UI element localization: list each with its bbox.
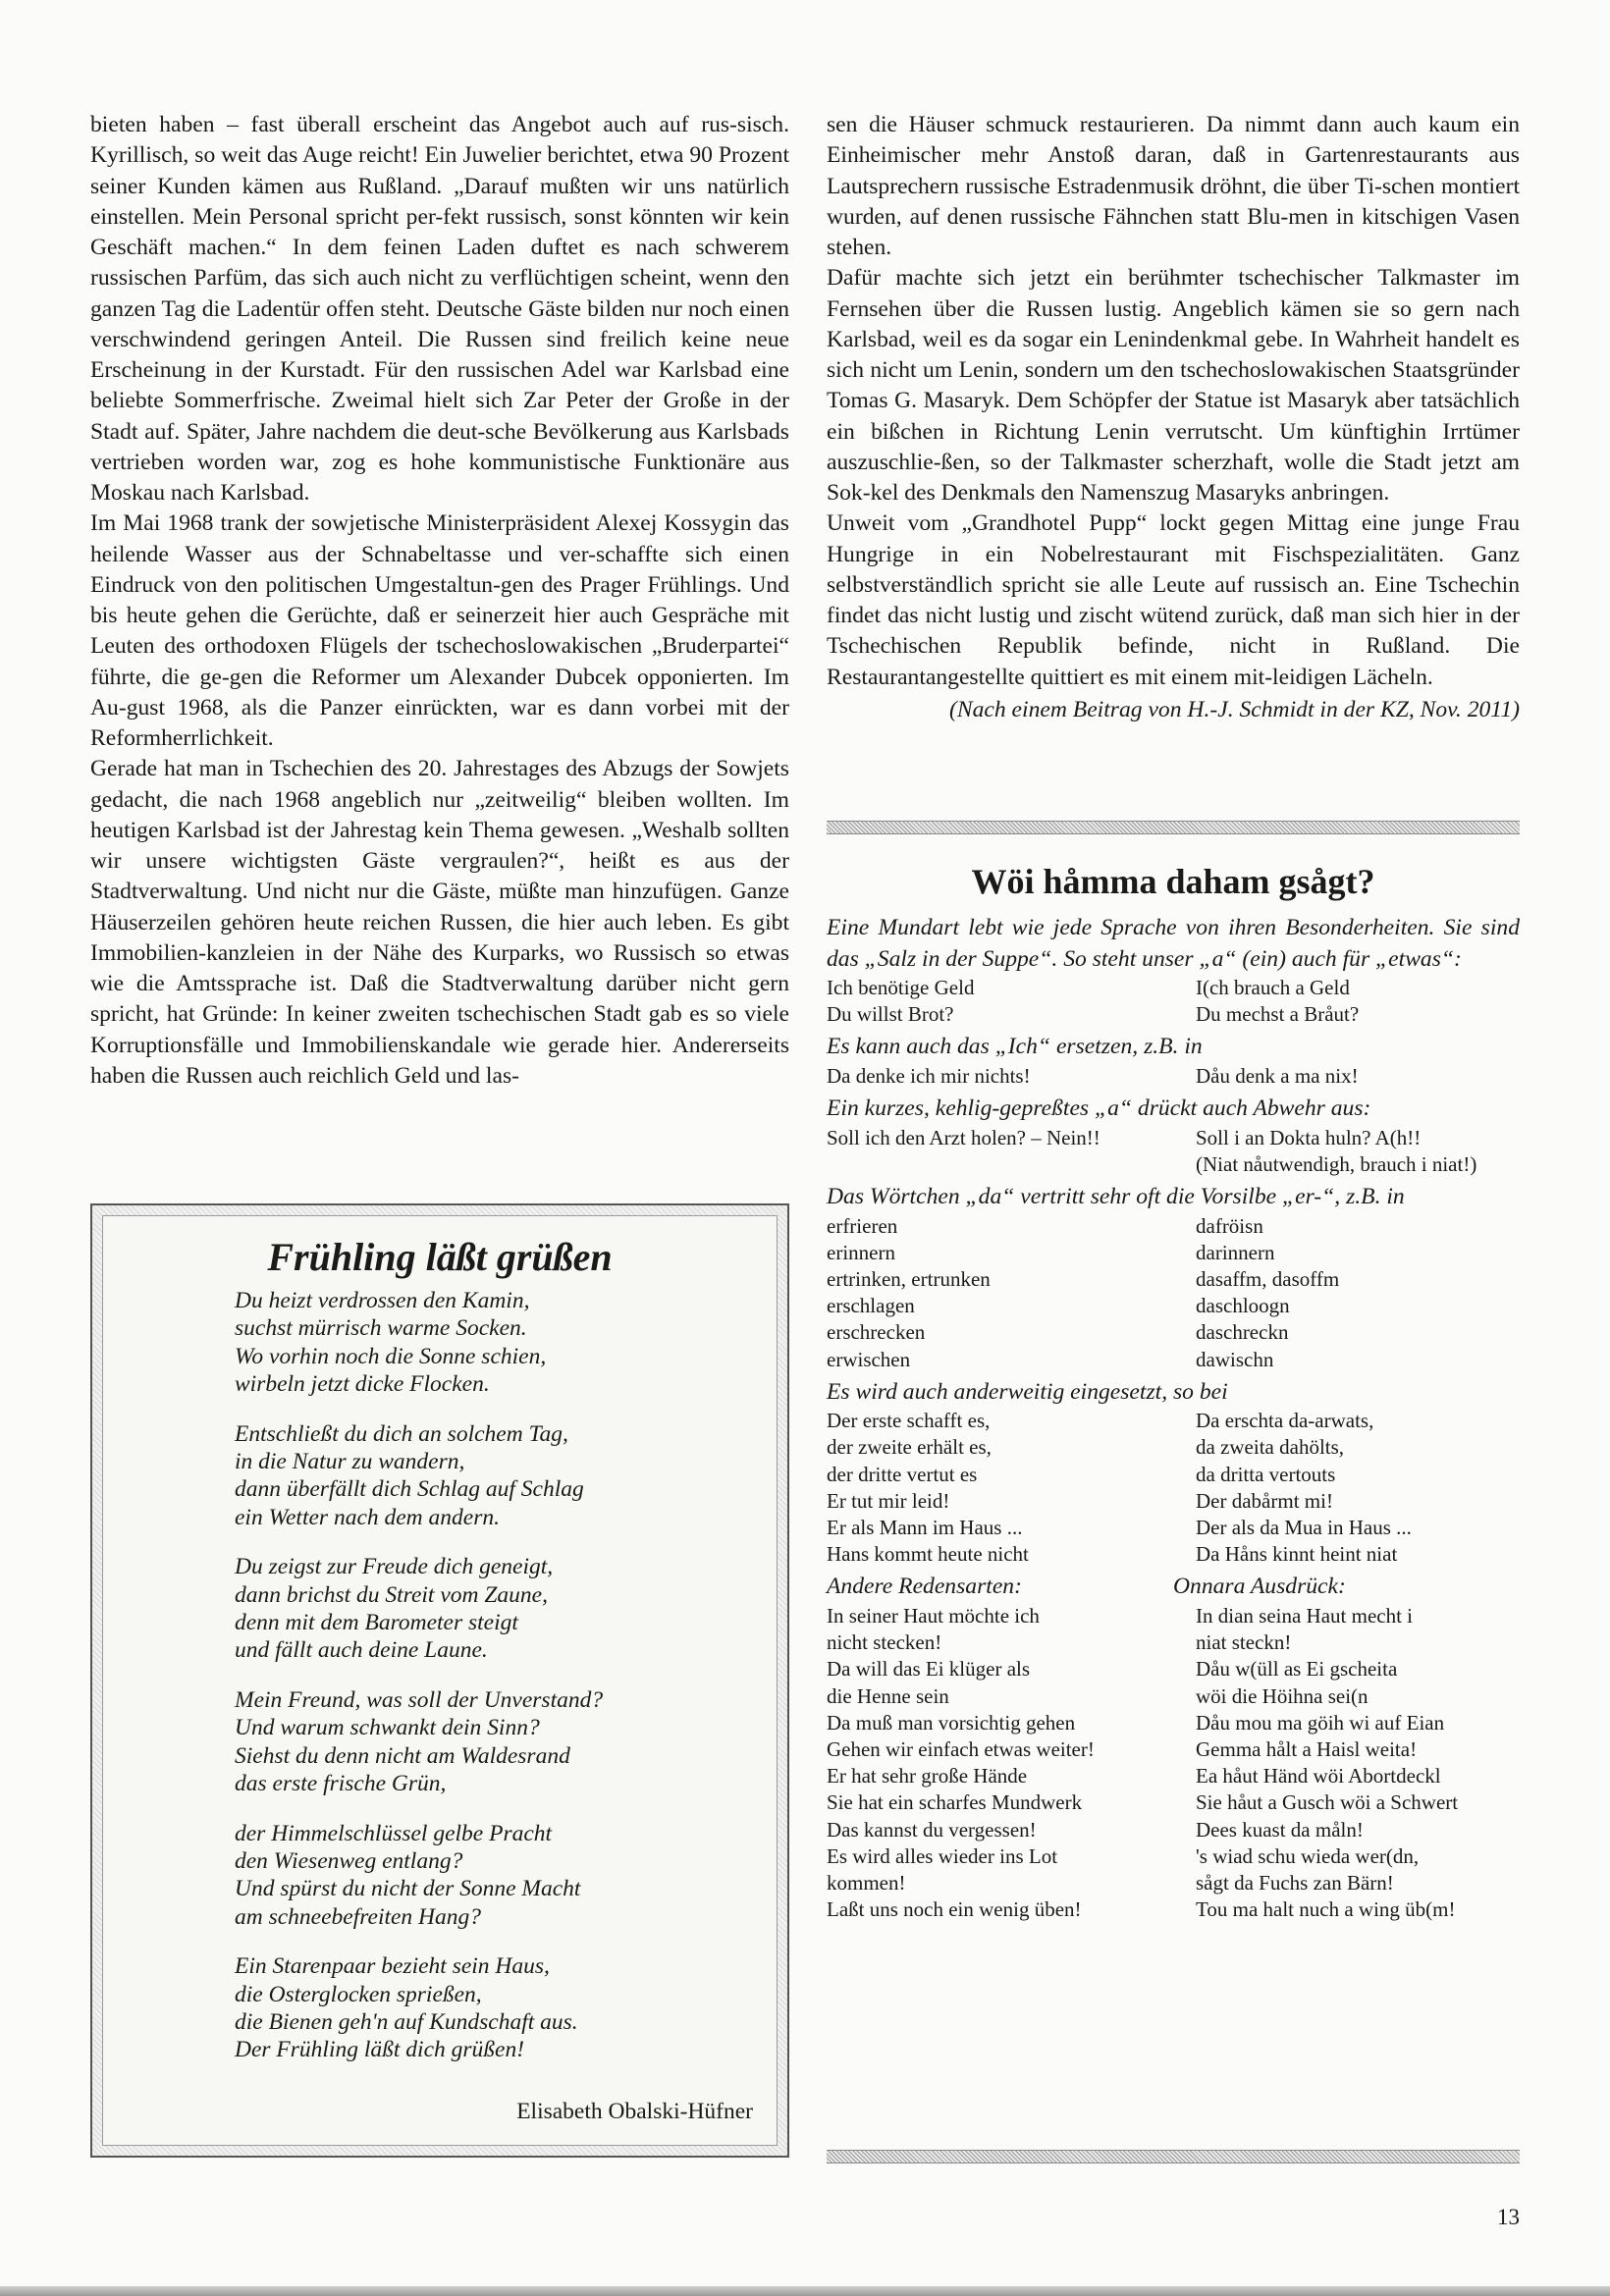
standard-german-text: Sie hat ein scharfes Mundwerk	[827, 1790, 1083, 1815]
dialect-text: 's wiad schu wieda wer(dn,	[1196, 1843, 1420, 1868]
poem-line: die Bienen geh'n auf Kundschaft aus.	[235, 2008, 578, 2035]
poem-line: Und spürst du nicht der Sonne Macht	[235, 1876, 581, 1902]
standard-german-text	[827, 1151, 1196, 1178]
dialect-row	[827, 1434, 1520, 1461]
article-right-column	[827, 110, 1520, 725]
dialect-text: I(ch brauch a Geld	[1196, 976, 1350, 999]
dialect-row	[827, 1347, 1520, 1373]
dialect-text: (Niat nåutwendigh, brauch i niat!)	[1196, 1151, 1477, 1176]
poem-line: Und warum schwankt dein Sinn?	[235, 1715, 540, 1741]
poem-line: in die Natur zu wandern,	[235, 1449, 465, 1475]
standard-german-text: erschrecken	[827, 1320, 926, 1345]
dialect-text: Dåu mou ma göih wi auf Eian	[1196, 1710, 1445, 1735]
standard-german-text: ertrinken, ertrunken	[827, 1266, 991, 1291]
dialect-text: Sie håut a Gusch wöi a Schwert	[1196, 1790, 1459, 1815]
article-paragraph: Gerade hat man in Tschechien des 20. Jahrestages des Abzugs der Sowjets gedacht, die nach 1968 angeblich nur „zeitweilig“ bleiben wollten. Im heutigen Karlsbad ist der Jahrestag kein Thema gewesen. „Weshalb sollten wir unsere wichtigsten Gäste vergraulen?“, heißt es aus der Stadtverwaltung. Und nicht nur die Gäste, müßte man hinzufügen. Ganze Häuserzeilen gehören heute reichen Russen, die hier auch leben. Es gibt Immobilien-kanzleien in der Nähe des Kurparks, wo Russisch so etwas wie die Amtssprache ist. Daß die Stadtverwaltung darüber nicht gern spricht, hat Gründe: In keiner zweiten tschechischen Stadt gab es so viele Korruptionsfälle und Immobilienskandale wie gerade hier. Andererseits haben die Russen auch reichlich Geld und las-	[90, 756, 789, 1089]
standard-german-text: erschlagen	[827, 1294, 915, 1318]
dialect-row	[827, 1266, 1520, 1293]
poem-line: dann brichst du Streit vom Zaune,	[235, 1581, 548, 1608]
dialect-heading: Es kann auch das „Ich“ ersetzen, z.B. in	[827, 1034, 1203, 1060]
dialect-text: da zweita dahölts,	[1196, 1435, 1345, 1460]
standard-german-text: Ich benötige Geld	[827, 976, 975, 999]
poem-line: Du heizt verdrossen den Kamin,	[235, 1288, 530, 1313]
dialect-text: Der dabårmt mi!	[1196, 1488, 1333, 1513]
section-divider	[827, 2150, 1520, 2163]
dialect-table	[827, 1125, 1520, 1178]
dialect-text: Dåu denk a ma nix!	[1196, 1063, 1359, 1088]
dialect-row	[827, 1656, 1520, 1682]
standard-german-text: Laßt uns noch ein wenig üben!	[827, 1897, 1082, 1922]
poem-title: Frühling läßt grüßen	[267, 1235, 613, 1279]
standard-german-text: nicht stecken!	[827, 1630, 942, 1655]
dialect-row	[827, 1683, 1520, 1710]
poem-line: und fällt auch deine Laune.	[235, 1637, 488, 1664]
dialect-text: dafröisn	[1196, 1213, 1263, 1238]
standard-german-text: Das kannst du vergessen!	[827, 1817, 1037, 1842]
dialect-text: dawischn	[1196, 1347, 1274, 1371]
poem-stanza	[235, 1420, 753, 1532]
dialect-text: Gemma hålt a Haisl weita!	[1196, 1736, 1418, 1761]
dialect-heading-right: Onnara Ausdrück:	[1173, 1574, 1346, 1600]
dialect-text: daschreckn	[1196, 1320, 1289, 1345]
poem-line: wirbeln jetzt dicke Flocken.	[235, 1371, 490, 1398]
dialect-table	[827, 1408, 1520, 1568]
article-source: (Nach einem Beitrag von H.-J. Schmidt in der KZ, Nov. 2011)	[949, 696, 1520, 722]
standard-german-text: Gehen wir einfach etwas weiter!	[827, 1736, 1095, 1761]
dialect-row	[827, 1817, 1520, 1843]
poem-line: Wo vorhin noch die Sonne schien,	[235, 1343, 547, 1369]
standard-german-text: erinnern	[827, 1240, 895, 1264]
dialect-text: niat steckn!	[1196, 1630, 1292, 1655]
dialect-heading: Ein kurzes, kehlig-gepreßtes „a“ drückt auch Abwehr aus:	[827, 1095, 1371, 1122]
poem-line: denn mit dem Barometer steigt	[235, 1610, 518, 1636]
poem-line: am schneebefreiten Hang?	[235, 1903, 482, 1930]
dialect-row	[827, 1125, 1520, 1151]
poem-body	[127, 1287, 753, 2064]
standard-german-text: Er hat sehr große Hände	[827, 1764, 1028, 1789]
article-paragraph: sen die Häuser schmuck restaurieren. Da nimmt dann auch kaum ein Einheimischer mehr Anstoß daran, daß in Gartenrestaurants aus Lautsprechern russische Estradenmusik dröhnt, die über Ti-schen montiert wurden, auf denen russische Fähnchen statt Blu-men in kitschigen Vasen stehen.	[827, 112, 1520, 260]
poem-line: Du zeigst zur Freude dich geneigt,	[235, 1554, 554, 1580]
poem-stanza	[235, 1820, 753, 1932]
poem-panel	[102, 1215, 778, 2146]
standard-german-text: Da denke ich mir nichts!	[827, 1063, 1031, 1088]
poem-line: suchst mürrisch warme Socken.	[235, 1315, 527, 1342]
dialect-row	[827, 1603, 1520, 1629]
dialect-row	[827, 1763, 1520, 1789]
article-paragraph: Im Mai 1968 trank der sowjetische Ministerpräsident Alexej Kossygin das heilende Wasser aus der Schnabeltasse und ver-schaffte sich einen Eindruck von den politischen Umgestaltun-gen des Prager Frühlings. Und bis heute gehen die Gerüchte, daß er seinerzeit hier auch Gespräche mit Leuten des orthodoxen Flügels der tschechoslowakischen „Bruderpartei“ führte, die ge-gen die Reformer um Alexander Dubcek opponierten. Im Au-gust 1968, als die Panzer einrückten, war es dann vorbei mit der Reformherrlichkeit.	[90, 510, 789, 751]
poem-line: der Himmelschlüssel gelbe Pracht	[235, 1820, 553, 1846]
poem-line: Siehst du denn nicht am Waldesrand	[235, 1742, 570, 1769]
standard-german-text: Du willst Brot?	[827, 1002, 954, 1027]
standard-german-text: der dritte vertut es	[827, 1462, 978, 1486]
dialect-row	[827, 975, 1520, 1001]
dialect-text: wöi die Höihna sei(n	[1196, 1683, 1368, 1708]
dialect-table	[827, 1603, 1520, 1923]
article-paragraph: bieten haben – fast überall erscheint das Angebot auch auf rus-sisch. Kyrillisch, so weit das Auge reicht! Ein Juwelier berichtet, etwa 90 Prozent seiner Kunden kämen aus Rußland. „Darauf mußten wir uns natürlich einstellen. Mein Personal spricht per-fekt russisch, sonst könnten wir kein Geschäft machen.“ In dem feinen Laden duftet es nach schwerem russischen Parfüm, das sich auch nicht zu verflüchtigen scheint, wenn den ganzen Tag die Ladentür offen steht. Deutsche Gäste bilden nur noch einen verschwindend geringen Anteil. Die Russen sind freilich keine neue Erscheinung in der Kurstadt. Für den russischen Adel war Karlsbad eine beliebte Sommerfrische. Zweimal hielt sich Zar Peter der Große in der Stadt auf. Später, Jahre nachdem die deut-sche Bevölkerung aus Karlsbads vertrieben worden war, zog es hohe kommunistische Funktionäre aus Moskau nach Karlsbad.	[90, 112, 789, 506]
dialect-text: Tou ma halt nuch a wing üb(m!	[1196, 1897, 1456, 1922]
standard-german-text: die Henne sein	[827, 1683, 949, 1708]
poem-line: dann überfällt dich Schlag auf Schlag	[235, 1476, 584, 1503]
standard-german-text: Soll ich den Arzt holen? – Nein!!	[827, 1125, 1100, 1149]
standard-german-text: erwischen	[827, 1347, 911, 1371]
dialect-text: da dritta vertouts	[1196, 1462, 1336, 1486]
article-paragraph: Dafür machte sich jetzt ein berühmter tschechischer Talkmaster im Fernsehen über die Russen lustig. Angeblich kämen sie so gern nach Karlsbad, weil es da sogar ein Lenindenkmal gebe. In Wahrheit handelt es sich nicht um Lenin, sondern um den tschechoslowakischen Staatsgründer Tomas G. Masaryk. Dem Schöpfer der Statue ist Masaryk aber tatsächlich ein bißchen in Richtung Lenin verrutscht. Um künftighin Irrtümer auszuschlie-ßen, so der Talkmaster scherzhaft, wolle die Stadt jetzt am Sok-kel des Denkmals den Namenszug Masaryks anbringen.	[827, 265, 1520, 506]
dialect-heading-left: Andere Redensarten:	[827, 1574, 1022, 1600]
dialect-row	[827, 1515, 1520, 1541]
scan-edge	[0, 2286, 1610, 2296]
page-number: 13	[1497, 2205, 1520, 2229]
dialect-row	[827, 1408, 1520, 1434]
standard-german-text: In seiner Haut möchte ich	[827, 1603, 1040, 1628]
dialect-row	[827, 1319, 1520, 1346]
standard-german-text: kommen!	[827, 1870, 906, 1895]
dialect-text: Da erschta da-arwats,	[1196, 1409, 1374, 1433]
dialect-heading	[827, 1572, 1520, 1603]
dialect-row	[827, 1870, 1520, 1896]
dialect-row	[827, 1240, 1520, 1266]
poem-line: Der Frühling läßt dich grüßen!	[235, 2037, 525, 2063]
article-paragraph: Unweit vom „Grandhotel Pupp“ lockt gegen Mittag eine junge Frau Hungrige in ein Nobelrestaurant mit Fischspezialitäten. Ganz selbstverständlich spricht sie alle Leute auf russisch an. Eine Tschechin findet das nicht lustig und zischt wütend zurück, daß man sich hier in der Tschechischen Republik befinde, nicht in Rußland. Die Restaurantangestellte quittiert es mit einem mit-leidigen Lächeln.	[827, 510, 1520, 690]
standard-german-text: erfrieren	[827, 1213, 898, 1238]
dialect-text: Dåu w(üll as Ei gscheita	[1196, 1657, 1398, 1682]
dialect-row	[827, 1151, 1520, 1178]
standard-german-text: Der erste schafft es,	[827, 1409, 991, 1433]
dialect-row	[827, 1629, 1520, 1656]
poem-line: Mein Freund, was soll der Unverstand?	[235, 1686, 604, 1713]
poem-stanza	[235, 1287, 753, 1399]
dialect-heading: Es wird auch anderweitig eingesetzt, so bei	[827, 1378, 1228, 1405]
dialect-row	[827, 1736, 1520, 1763]
dialect-row	[827, 1843, 1520, 1870]
poem-line: Entschließt du dich an solchem Tag,	[235, 1420, 568, 1447]
dialect-row	[827, 1293, 1520, 1319]
dialect-row	[827, 1789, 1520, 1816]
dialect-text: Da Håns kinnt heint niat	[1196, 1542, 1398, 1567]
dialect-row	[827, 1063, 1520, 1090]
dialect-row	[827, 1710, 1520, 1736]
poem-line: ein Wetter nach dem andern.	[235, 1504, 500, 1530]
dialect-text: daschloogn	[1196, 1294, 1290, 1318]
poem-stanza	[235, 1553, 753, 1665]
dialect-row	[827, 1488, 1520, 1515]
poem-line: die Osterglocken sprießen,	[235, 1981, 482, 2007]
standard-german-text: Er tut mir leid!	[827, 1488, 950, 1513]
dialect-text: dasaffm, dasoffm	[1196, 1266, 1340, 1291]
dialect-text: sågt da Fuchs zan Bärn!	[1196, 1870, 1394, 1895]
dialect-intro: Eine Mundart lebt wie jede Sprache von ihren Besonderheiten. Sie sind das „Salz in der Suppe“. So steht unser „a“ (ein) auch für „etwas“:	[827, 915, 1520, 972]
standard-german-text: der zweite erhält es,	[827, 1435, 992, 1460]
dialect-row	[827, 1001, 1520, 1028]
dialect-table	[827, 1063, 1520, 1090]
standard-german-text: Hans kommt heute nicht	[827, 1542, 1029, 1567]
dialect-row	[827, 1896, 1520, 1923]
dialect-title: Wöi håmma daham gsågt?	[971, 862, 1375, 901]
dialect-text: darinnern	[1196, 1240, 1275, 1264]
dialect-text: Soll i an Dokta huln? A(h!!	[1196, 1125, 1422, 1149]
standard-german-text: Er als Mann im Haus ...	[827, 1516, 1023, 1540]
dialect-section	[827, 856, 1520, 1927]
dialect-table	[827, 975, 1520, 1028]
section-divider	[827, 821, 1520, 834]
poem-stanza	[235, 1686, 753, 1798]
dialect-text: Du mechst a Bråut?	[1196, 1002, 1360, 1027]
article-left-column	[90, 110, 789, 1092]
standard-german-text: Es wird alles wieder ins Lot	[827, 1843, 1058, 1868]
dialect-row	[827, 1462, 1520, 1488]
poem-author: Elisabeth Obalski-Hüfner	[516, 2099, 753, 2124]
dialect-text: Dees kuast da måln!	[1196, 1817, 1364, 1842]
dialect-row	[827, 1541, 1520, 1568]
standard-german-text: Da will das Ei klüger als	[827, 1657, 1031, 1682]
dialect-text: Ea håut Händ wöi Abortdeckl	[1196, 1764, 1441, 1789]
poem-line: das erste frische Grün,	[235, 1771, 447, 1797]
standard-german-text: Da muß man vorsichtig gehen	[827, 1710, 1076, 1735]
poem-line: Ein Starenpaar bezieht sein Haus,	[235, 1953, 550, 1980]
dialect-text: In dian seina Haut mecht i	[1196, 1603, 1414, 1628]
poem-line: den Wiesenweg entlang?	[235, 1847, 463, 1874]
dialect-row	[827, 1213, 1520, 1240]
dialect-heading: Das Wörtchen „da“ vertritt sehr oft die Vorsilbe „er-“, z.B. in	[827, 1184, 1405, 1210]
poem-stanza	[235, 1952, 753, 2064]
poem-box	[90, 1203, 789, 2158]
dialect-text: Der als da Mua in Haus ...	[1196, 1516, 1412, 1540]
dialect-table	[827, 1213, 1520, 1373]
